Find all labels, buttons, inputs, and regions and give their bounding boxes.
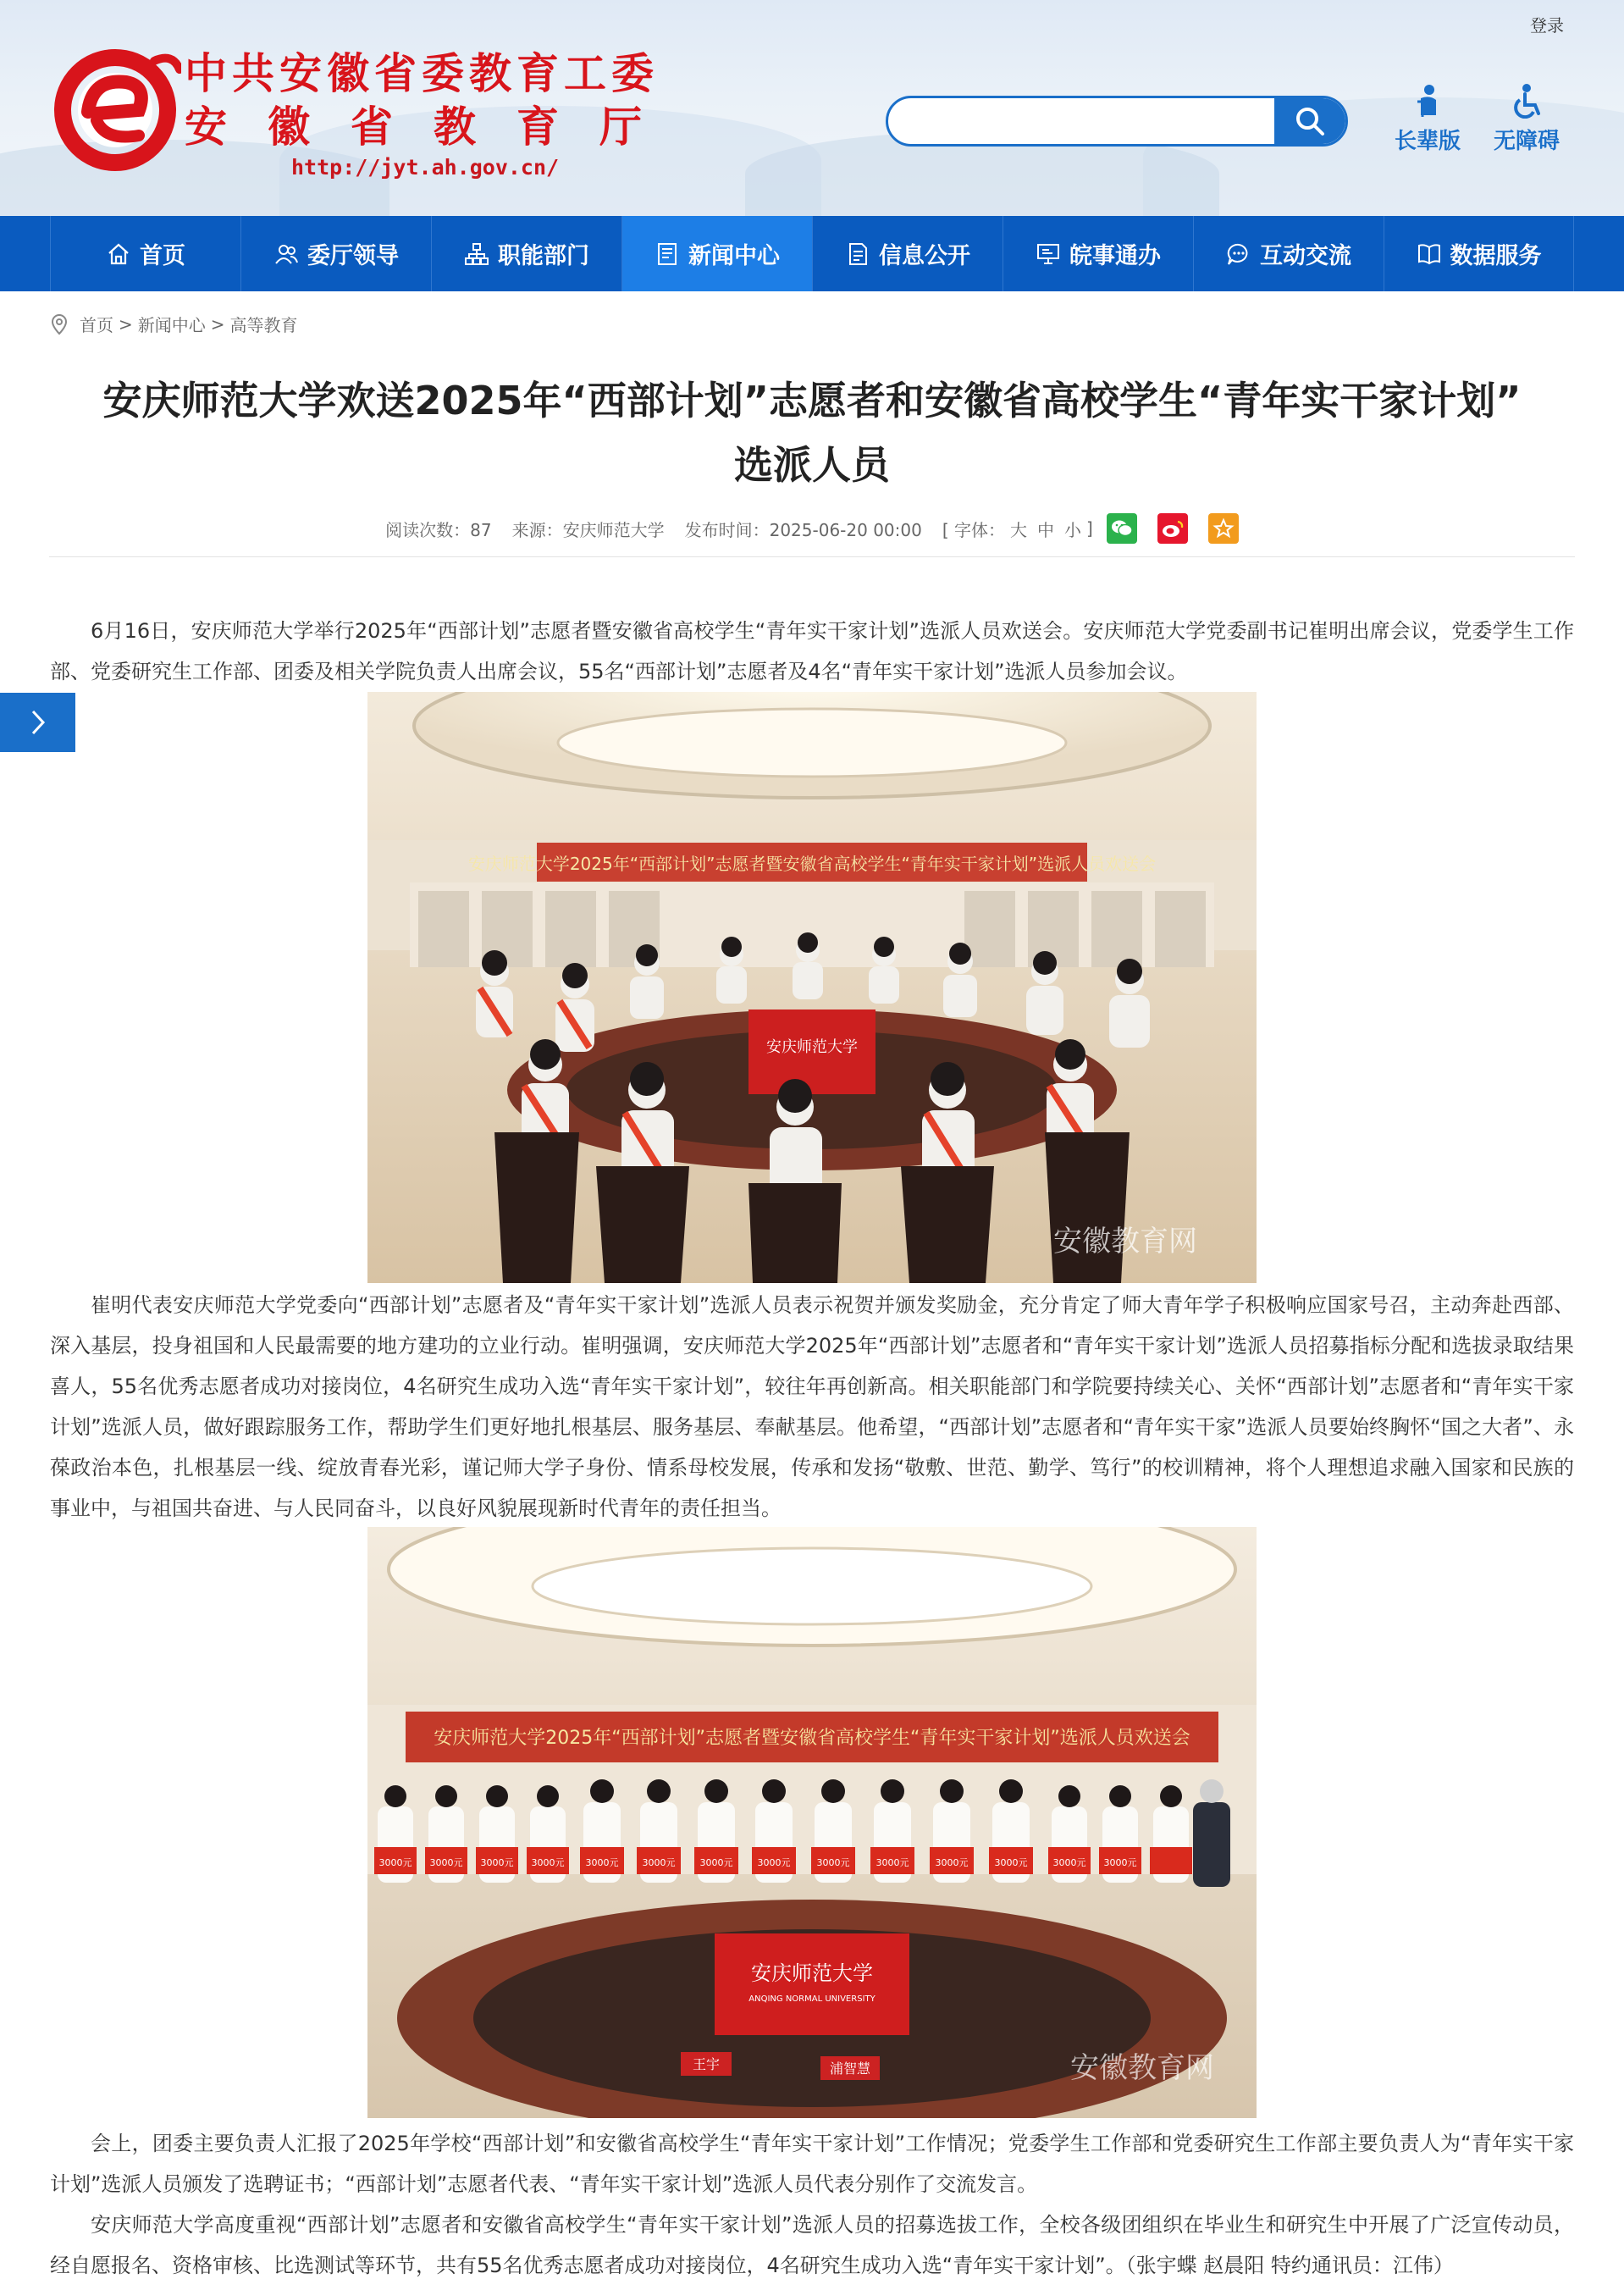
- article-paragraph: 6月16日，安庆师范大学举行2025年“西部计划”志愿者暨安徽省高校学生“青年实干家计划”选派人员欢送会。安庆师范大学党委副书记崔明出席会议，党委学生工作部、党委研究生工作部、团委及相关学院负责人出席会议，55名“西部计划”志愿者及4名“青年实干家计划”选派人员参加会议。: [50, 619, 1574, 683]
- podium-text: 安庆师范大学: [751, 1961, 873, 1985]
- nav-item-label: 信息公开: [879, 243, 970, 269]
- location-pin-icon: [49, 313, 69, 335]
- nav-item-data-service[interactable]: [1384, 216, 1574, 291]
- site-header: [0, 0, 1624, 216]
- meeting-banner-text: 安庆师范大学2025年“西部计划”志愿者暨安徽省高校学生“青年实干家计划”选派人员欢送会: [467, 854, 1157, 874]
- article-meta: [0, 513, 1624, 544]
- article-photo: [367, 692, 1257, 1283]
- accessibility-label: 无障碍: [1493, 129, 1560, 154]
- elder-mode-button[interactable]: [1389, 83, 1466, 155]
- site-logo-icon[interactable]: [54, 44, 181, 171]
- nav-item-leaders[interactable]: [240, 216, 431, 291]
- leaders-icon: [273, 241, 299, 267]
- breadcrumb-news-center[interactable]: 新闻中心: [137, 315, 206, 335]
- article-title-line: 选派人员: [734, 442, 890, 488]
- prize-board-text: 3000元: [699, 1857, 733, 1868]
- nav-item-services[interactable]: [1003, 216, 1193, 291]
- nav-item-label: 首页: [140, 243, 185, 269]
- publish-time: 发布时间：2025-06-20 00:00: [684, 519, 922, 540]
- nav-item-news[interactable]: [621, 216, 812, 291]
- site-logo-text[interactable]: [185, 47, 682, 181]
- document-icon: [845, 241, 870, 267]
- breadcrumb-higher-education[interactable]: 高等教育: [229, 315, 298, 335]
- group-photo-illustration: [367, 1527, 1257, 2118]
- search-input[interactable]: [905, 105, 1269, 137]
- nav-item-public-info[interactable]: [812, 216, 1003, 291]
- add-favorite-button[interactable]: [1208, 513, 1239, 544]
- prize-board-text: 3000元: [378, 1857, 412, 1868]
- chat-icon: [1226, 241, 1251, 267]
- nav-item-home[interactable]: [50, 216, 240, 291]
- font-size-suffix: ]: [1086, 518, 1093, 539]
- logo-title-cpc: 中共安徽省委教育工委: [185, 48, 659, 98]
- font-size-medium-button[interactable]: 中: [1037, 519, 1055, 540]
- accessibility-button[interactable]: [1489, 83, 1565, 155]
- prize-board-text: 3000元: [994, 1857, 1028, 1868]
- prize-board-text: 3000元: [642, 1857, 676, 1868]
- side-expand-arrow[interactable]: [0, 693, 75, 752]
- podium-english-text: ANQING NORMAL UNIVERSITY: [748, 1994, 876, 2004]
- meeting-photo-illustration: [367, 692, 1257, 1283]
- breadcrumb-separator: >: [119, 313, 133, 335]
- font-size-prefix: [ 字体：: [942, 519, 1006, 540]
- prize-board-text: 3000元: [816, 1857, 850, 1868]
- elder-mode-label: 长辈版: [1394, 129, 1461, 154]
- article-source: 来源：安庆师范大学: [511, 519, 665, 540]
- news-icon: [655, 241, 680, 267]
- share-weibo-button[interactable]: [1157, 513, 1188, 544]
- podium-text: 安庆师范大学: [766, 1038, 858, 1056]
- breadcrumb: [49, 312, 303, 336]
- prize-board-text: 3000元: [1052, 1857, 1086, 1868]
- prize-board-text: 3000元: [757, 1857, 791, 1868]
- prize-board-text: 3000元: [1103, 1857, 1137, 1868]
- logo-url: http://jyt.ah.gov.cn/: [291, 155, 560, 180]
- login-link[interactable]: 登录: [1530, 15, 1564, 36]
- prize-board-text: 3000元: [585, 1857, 619, 1868]
- article-paragraph: 崔明代表安庆师范大学党委向“西部计划”志愿者及“青年实干家计划”选派人员表示祝贺并颁发奖励金，充分肯定了师大青年学子积极响应国家号召，主动奔赴西部、深入基层，投身祖国和人民最需要的地方建功的立业行动。崔明强调，安庆师范大学2025年“西部计划”志愿者和“青年实干家计划”选派人员招募指标分配和选拔录取结果喜人，55名优秀志愿者成功对接岗位，4名研究生成功入选“青年实干家计划”，较往年再创新高。相关职能部门和学院要持续关心、关怀“西部计划”志愿者和“青年实干家计划”选派人员，做好跟踪服务工作，帮助学生们更好地扎根基层、服务基层、奉献基层。他希望，“西部计划”志愿者和“青年实干家”选派人员要始终胸怀“国之大者”、永葆政治本色，扎根基层一线、绽放青春光彩，谨记师大学子身份、情系母校发展，传承和发扬“敬敷、世范、勤学、笃行”的校训精神，将个人理想追求融入国家和民族的事业中，与祖国共奋进、与人民同奋斗，以良好风貌展现新时代青年的责任担当。: [50, 1293, 1574, 1520]
- search-box: [886, 96, 1348, 147]
- home-icon: [106, 241, 131, 267]
- article-title-line: 安庆师范大学欢送2025年“西部计划”志愿者和安徽省高校学生“青年实干家计划”: [102, 378, 1522, 423]
- share-wechat-button[interactable]: [1107, 513, 1137, 544]
- logo-title-department: 安徽省教育厅: [185, 102, 682, 152]
- accessibility-icon: [1510, 83, 1544, 119]
- main-nav: [0, 216, 1624, 291]
- favorite-icon: [1212, 517, 1235, 539]
- nav-item-interaction[interactable]: [1193, 216, 1384, 291]
- nav-item-label: 职能部门: [498, 243, 589, 269]
- font-size-small-button[interactable]: 小: [1064, 519, 1082, 540]
- prize-board-text: 3000元: [429, 1857, 463, 1868]
- prize-board-text: 3000元: [531, 1857, 565, 1868]
- service-icon: [1036, 241, 1061, 267]
- article-paragraph: 安庆师范大学高度重视“西部计划”志愿者和安徽省高校学生“青年实干家计划”选派人员的招募选拔工作，全校各级团组织在毕业生和研究生中开展了广泛宣传动员，经自愿报名、资格审核、比选测试等环节，共有55名优秀志愿者成功对接岗位，4名研究生成功入选“青年实干家计划”。（张宇蝶 赵晨阳 特约通讯员：江伟）: [50, 2213, 1574, 2277]
- read-count: 阅读次数：87: [385, 519, 492, 540]
- nameplate-text: 王宇: [692, 2056, 721, 2072]
- article-paragraph: 会上，团委主要负责人汇报了2025年学校“西部计划”和安徽省高校学生“青年实干家计划”工作情况；党委学生工作部和党委研究生工作部主要负责人为“青年实干家计划”选派人员颁发了选聘证书；“西部计划”志愿者代表、“青年实干家计划”选派人员代表分别作了交流发言。: [50, 2132, 1574, 2196]
- wechat-icon: [1110, 518, 1134, 539]
- nav-item-label: 数据服务: [1450, 243, 1542, 269]
- weibo-icon: [1161, 518, 1185, 539]
- breadcrumb-home[interactable]: 首页: [80, 315, 113, 335]
- book-icon: [1417, 241, 1442, 267]
- nav-item-departments[interactable]: [431, 216, 621, 291]
- search-button[interactable]: [1274, 98, 1345, 144]
- prize-board-text: 3000元: [876, 1857, 909, 1868]
- nameplate-text: 浦智慧: [829, 2061, 871, 2077]
- photo-watermark: 安徽教育网: [1053, 1225, 1197, 1258]
- prize-board-text: 3000元: [935, 1857, 969, 1868]
- article-photo: [367, 1527, 1257, 2118]
- meta-divider: [49, 556, 1575, 557]
- nav-item-label: 皖事通办: [1069, 243, 1161, 269]
- article-title: [34, 368, 1590, 497]
- breadcrumb-separator: >: [210, 313, 225, 335]
- org-chart-icon: [464, 241, 489, 267]
- font-size-large-button[interactable]: 大: [1010, 519, 1028, 540]
- chevron-right-icon: [28, 708, 48, 737]
- nav-item-label: 新闻中心: [688, 243, 780, 269]
- nav-item-label: 互动交流: [1260, 243, 1351, 269]
- meeting-banner-text: 安庆师范大学2025年“西部计划”志愿者暨安徽省高校学生“青年实干家计划”选派人员欢送会: [434, 1728, 1190, 1749]
- nav-item-label: 委厅领导: [307, 243, 399, 269]
- prize-board-text: 3000元: [480, 1857, 514, 1868]
- photo-watermark: 安徽教育网: [1070, 2051, 1214, 2085]
- search-icon: [1294, 105, 1326, 137]
- elder-icon: [1411, 83, 1444, 119]
